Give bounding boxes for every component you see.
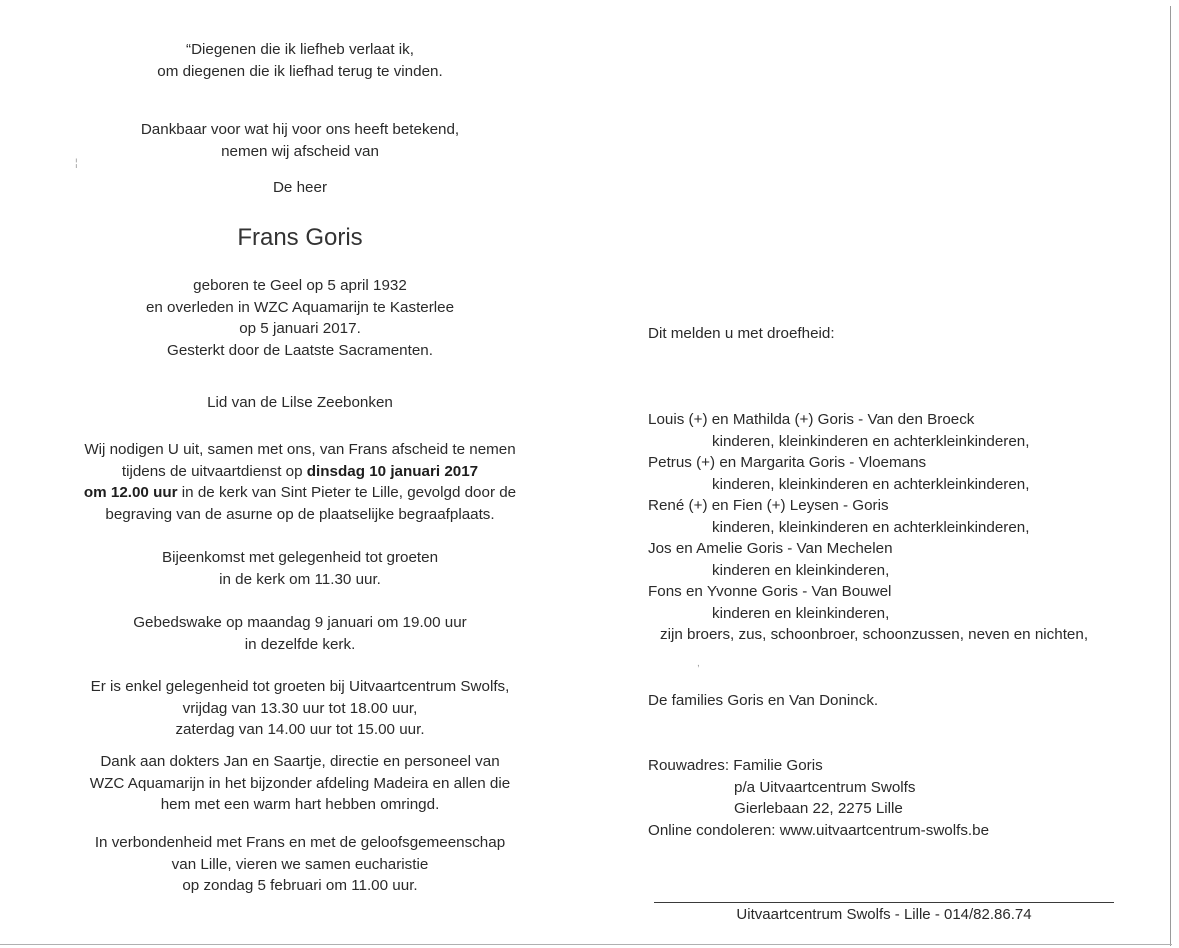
gathering-block [50, 547, 550, 590]
birth-death-block [50, 275, 550, 361]
gratitude-line: hem met een warm hart hebben omringd. [160, 796, 440, 813]
eucharist-line: op zondag 5 februari om 11.00 uur. [182, 877, 418, 894]
greeting-line: Er is enkel gelegenheid tot groeten bij Uitvaartcentrum Swolfs, [90, 678, 510, 695]
invite-line: Wij nodigen U uit, samen met ons, van Frans afscheid te nemen [84, 441, 516, 458]
born-line: op 5 januari 2017. [239, 320, 361, 337]
address-line: Gierlebaan 22, 2275 Lille [734, 800, 903, 817]
page-edge-right [1170, 6, 1171, 946]
address-block [648, 755, 989, 841]
family-list [648, 409, 1088, 646]
invite-text: in de kerk van Sint Pieter te Lille, gevolgd door de [177, 484, 517, 501]
invite-text: tijdens de uitvaartdienst op [121, 462, 307, 480]
family-descendants: kinderen, kleinkinderen en achterkleinkinderen, [712, 475, 1030, 493]
born-line: geboren te Geel op 5 april 1932 [193, 277, 407, 294]
family-member: Fons en Yvonne Goris - Van Bouwel [648, 583, 892, 600]
funeral-date: dinsdag 10 januari 2017 [306, 462, 479, 480]
gathering-line: in de kerk om 11.30 uur. [219, 570, 381, 588]
greeting-block [50, 676, 550, 741]
family-descendants: kinderen, kleinkinderen en achterkleinkinderen, [712, 432, 1030, 450]
address-line: p/a Uitvaartcentrum Swolfs [734, 778, 916, 796]
family-member: Louis (+) en Mathilda (+) Goris - Van den Broeck [648, 411, 975, 428]
funeral-time: om 12.00 uur [83, 484, 178, 501]
born-line: Gesterkt door de Laatste Sacramenten. [167, 341, 433, 359]
family-descendants: kinderen, kleinkinderen en achterkleinkinderen, [712, 518, 1030, 536]
footer-divider [654, 902, 1114, 903]
footer-undertaker: Uitvaartcentrum Swolfs - Lille - 014/82.86.74 [736, 906, 1032, 923]
families-block [648, 690, 878, 712]
honorific: De heer [272, 179, 328, 196]
eucharist-line: van Lille, vieren we samen eucharistie [171, 855, 429, 873]
title-block [50, 177, 550, 199]
greeting-line: vrijdag van 13.30 uur tot 18.00 uur, [182, 699, 418, 717]
invite-line [50, 461, 550, 483]
wake-block [50, 612, 550, 655]
families-line: De families Goris en Van Doninck. [648, 692, 879, 709]
family-member: Petrus (+) en Margarita Goris - Vloemans [648, 454, 927, 471]
invite-line: begraving van de asurne op de plaatselijke begraafplaats. [105, 505, 495, 523]
address-line: Rouwadres: Familie Goris [648, 757, 823, 774]
quote-block [50, 39, 550, 82]
eucharist-line: In verbondenheid met Frans en met de geloofsgemeenschap [94, 834, 506, 851]
quote-line: om diegenen die ik liefhad terug te vinden. [157, 62, 443, 80]
online-condolence: Online condoleren: www.uitvaartcentrum-swolfs.be [648, 821, 990, 839]
member-line: Lid van de Lilse Zeebonken [207, 394, 393, 411]
scan-speck: , [697, 658, 700, 669]
family-descendants: kinderen en kleinkinderen, [712, 561, 890, 579]
eucharist-block [50, 832, 550, 897]
greeting-line: zaterdag van 14.00 uur tot 15.00 uur. [175, 721, 425, 738]
family-member: Jos en Amelie Goris - Van Mechelen [648, 540, 893, 557]
wake-line: in dezelfde kerk. [244, 635, 356, 653]
family-member: René (+) en Fien (+) Leysen - Goris [648, 497, 889, 514]
born-line: en overleden in WZC Aquamarijn te Kasterlee [145, 298, 455, 316]
invite-line [50, 482, 550, 504]
scan-speck: ¦ [75, 158, 78, 169]
gratitude-line: WZC Aquamarijn in het bijzonder afdeling Madeira en allen die [89, 774, 511, 792]
invitation-block [50, 439, 550, 525]
member-block [50, 392, 550, 414]
thanks-line: Dankbaar voor wat hij voor ons heeft betekend, [140, 121, 460, 138]
quote-line: “Diegenen die ik liefheb verlaat ik, [186, 41, 414, 58]
intro-line: Dit melden u met droefheid: [648, 325, 835, 342]
page-edge-bottom [0, 944, 1172, 945]
thanks-block [50, 119, 550, 162]
thanks-line: nemen wij afscheid van [221, 142, 379, 160]
intro-block [648, 323, 835, 345]
family-descendants: kinderen en kleinkinderen, [712, 604, 890, 622]
family-siblings: zijn broers, zus, schoonbroer, schoonzussen, neven en nichten, [660, 626, 1089, 643]
deceased-name: Frans Goris [237, 224, 363, 251]
gratitude-line: Dank aan dokters Jan en Saartje, directie en personeel van [100, 753, 500, 770]
gathering-line: Bijeenkomst met gelegenheid tot groeten [161, 549, 439, 566]
wake-line: Gebedswake op maandag 9 januari om 19.00 uur [133, 614, 467, 631]
gratitude-block [50, 751, 550, 816]
